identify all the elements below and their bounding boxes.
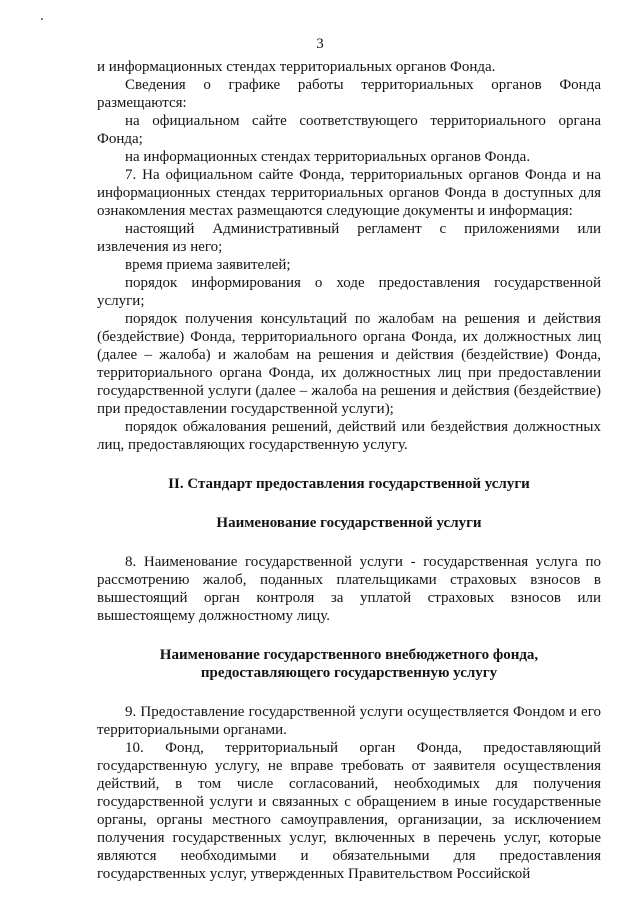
paragraph-8: 8. Наименование государственной услуги - государственная услуга по рассмотрению жалоб, поданных плательщиками страховых взносов в вышестоящий орган контроля за уплатой страховых взносов или вышестоящему должностному лицу.: [97, 554, 601, 624]
paragraph-info-stands: на информационных стендах территориальных органов Фонда.: [125, 149, 531, 165]
paragraph-informing-order: порядок информирования о ходе предоставления государственной услуги;: [97, 275, 601, 309]
section-heading: II. Стандарт предоставления государственной услуги: [168, 476, 530, 492]
paragraph-schedule-info: Сведения о графике работы территориальных органов Фонда размещаются:: [97, 77, 601, 111]
subheading-fund: [97, 646, 601, 682]
subheading-fund-line-2: предоставляющего государственную услугу: [200, 665, 498, 681]
paragraph-10: 10. Фонд, территориальный орган Фонда, предоставляющий государственную услугу, не вправе требовать от заявителя осуществления действий, в том числе согласований, необходимых для получения государственной услуги и связанных с обращением в иные государственные органы, органы местного самоуправления, организации, за исключением получения государственных услуг, включенных в перечень услуг, которые являются необходимыми и обязательными для предоставления государственных услуг, утвержденных Правительством Российской: [97, 740, 601, 882]
paragraph-official-site: на официальном сайте соответствующего территориального органа Фонда;: [97, 113, 601, 147]
paragraph-9: 9. Предоставление государственной услуги осуществляется Фондом и его территориальными органами.: [97, 704, 601, 738]
paragraph-reception-time: время приема заявителей;: [125, 257, 291, 273]
document-body: [97, 58, 601, 883]
paragraph-regulation: настоящий Административный регламент с приложениями или извлечения из него;: [97, 221, 601, 255]
page-number: 3: [316, 36, 324, 52]
scan-speck: [41, 18, 43, 20]
paragraph-consultations: порядок получения консультаций по жалобам на решения и действия (бездействие) Фонда, территориального органа Фонда, их должностных лиц (далее – жалоба) и жалобам на решения и действия (бездействие) Фонда, территориального органа Фонда, их должностных лиц при предоставлении государственной услуги (далее – жалоба на решения и действия (бездействие) при предоставлении государственной услуги);: [97, 311, 601, 417]
subheading-fund-line-1: Наименование государственного внебюджетного фонда,: [159, 647, 539, 663]
paragraph-7: 7. На официальном сайте Фонда, территориальных органов Фонда и на информационных стендах территориальных органов Фонда в доступных для ознакомления местах размещаются следующие документы и информация:: [97, 167, 601, 219]
paragraph-continuation: и информационных стендах территориальных органов Фонда.: [97, 59, 496, 75]
subheading-service-name: Наименование государственной услуги: [216, 515, 482, 531]
paragraph-appeal-order: порядок обжалования решений, действий или бездействия должностных лиц, предоставляющих государственную услугу.: [97, 419, 601, 453]
